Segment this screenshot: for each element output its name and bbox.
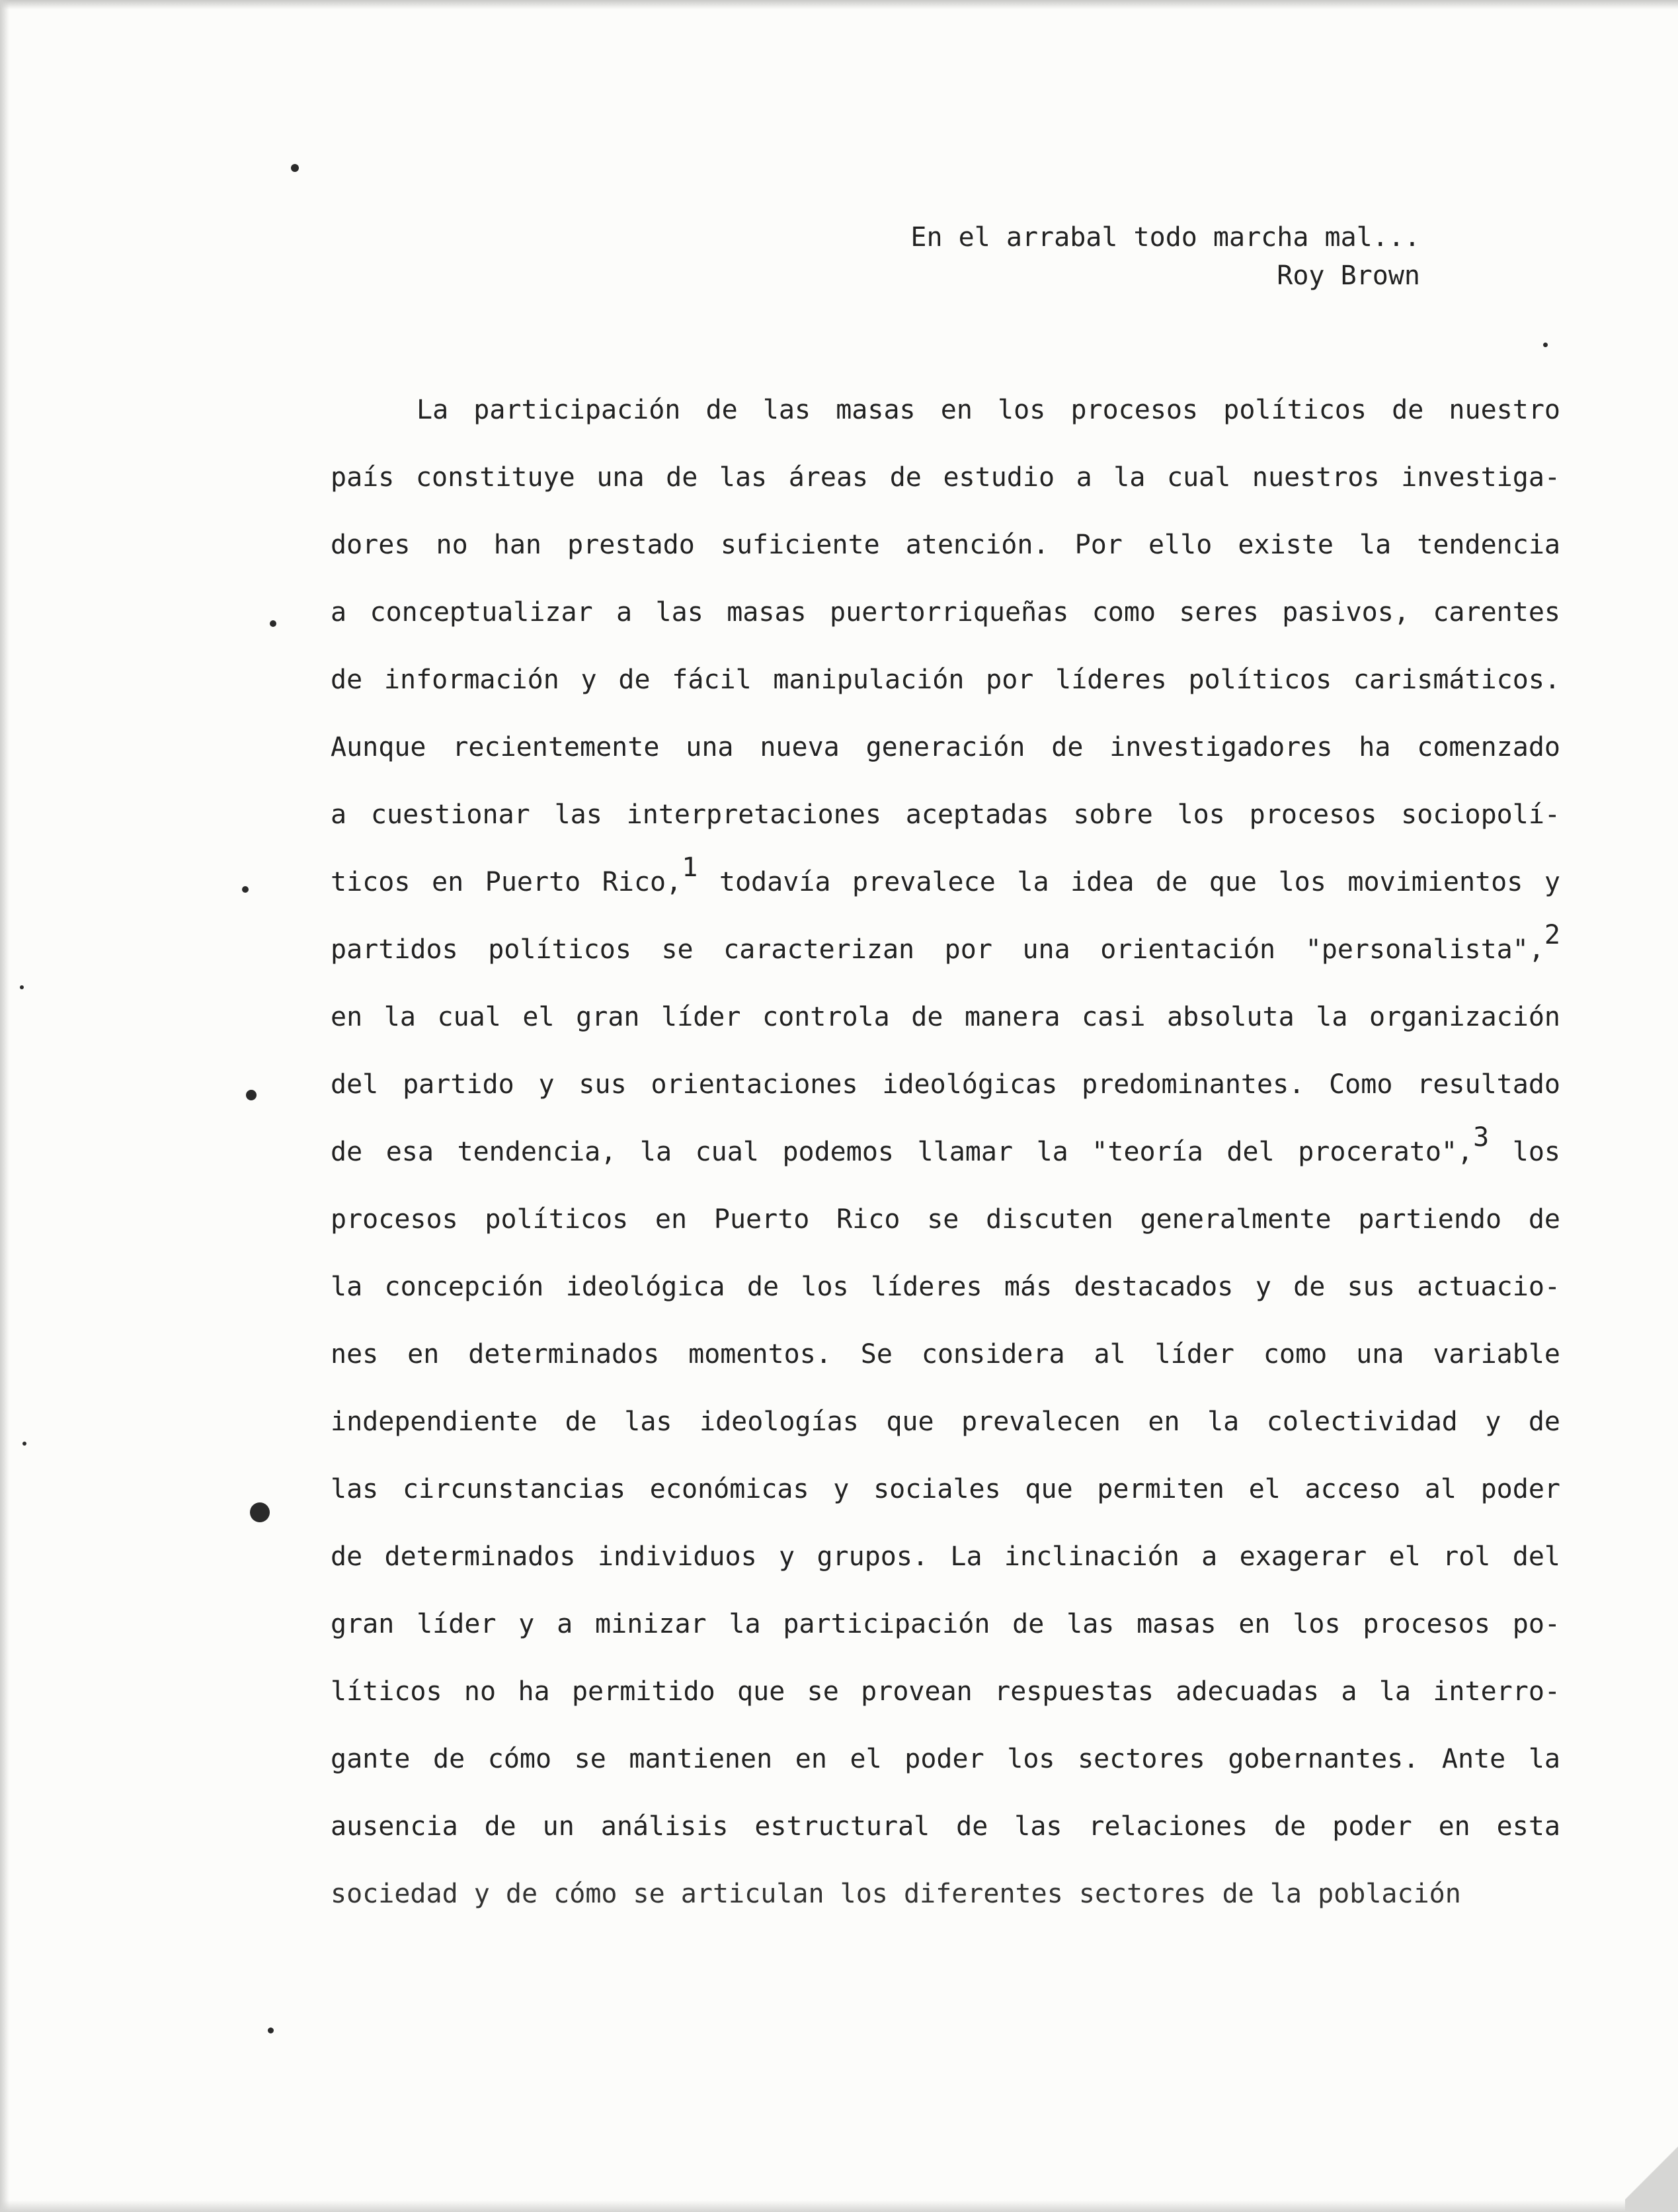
- text-line: [331, 1065, 1560, 1132]
- line-text: gran líder y a minizar la participación de las masas en los procesos po-: [331, 1609, 1560, 1639]
- ink-speck: [242, 886, 249, 893]
- page-corner-fold: [1625, 2133, 1678, 2212]
- text-line: [331, 852, 1560, 930]
- text-line: [331, 1200, 1560, 1267]
- epigraph-author: Roy Brown: [1277, 261, 1420, 291]
- text-line: [331, 1267, 1560, 1334]
- line-text: gante de cómo se mantienen en el poder los sectores gobernantes. Ante la: [331, 1744, 1560, 1774]
- line-text: líticos no ha permitido que se provean respuestas adecuadas a la interro-: [331, 1676, 1560, 1707]
- page-top-edge: [0, 0, 1678, 9]
- text-line: [331, 1334, 1560, 1402]
- text-line: [331, 525, 1560, 593]
- line-text: sociedad y de cómo se articulan los diferentes sectores de la población: [331, 1879, 1461, 1909]
- line-text: La participación de las masas en los procesos políticos de nuestro: [417, 395, 1560, 425]
- text-line: [331, 390, 1560, 458]
- ink-speck: [250, 1502, 270, 1522]
- text-line: [331, 1672, 1560, 1739]
- footnote-marker: 2: [1544, 919, 1560, 950]
- line-text: del partido y sus orientaciones ideológicas predominantes. Como resultado: [331, 1069, 1560, 1100]
- text-line: [331, 1604, 1560, 1672]
- line-text: a cuestionar las interpretaciones aceptadas sobre los procesos sociopolí-: [331, 799, 1560, 830]
- page-bottom-edge: [0, 2200, 1678, 2212]
- epigraph-quote: En el arrabal todo marcha mal...: [910, 222, 1420, 253]
- line-text: ausencia de un análisis estructural de las relaciones de poder en esta: [331, 1811, 1560, 1842]
- ink-speck: [270, 620, 276, 627]
- line-text: Aunque recientemente una nueva generación de investigadores ha comenzado: [331, 732, 1560, 762]
- text-line: [331, 593, 1560, 660]
- line-text: partidos políticos se caracterizan por una orientación "personalista",: [331, 934, 1544, 965]
- text-line: [331, 919, 1560, 997]
- ink-speck: [291, 164, 299, 172]
- line-text: procesos políticos en Puerto Rico se discuten generalmente partiendo de: [331, 1204, 1560, 1235]
- ink-speck: [22, 1442, 26, 1446]
- text-line: [331, 997, 1560, 1065]
- text-line: [331, 1807, 1560, 1874]
- ink-speck: [20, 985, 24, 989]
- footnote-marker: 1: [682, 852, 698, 883]
- ink-speck: [1543, 343, 1548, 347]
- line-text-continued: todavía prevalece la idea de que los movimientos y: [698, 867, 1560, 897]
- text-line: [331, 1402, 1560, 1469]
- ink-speck: [268, 2028, 274, 2033]
- line-text-continued: los: [1489, 1137, 1561, 1167]
- text-line: [331, 1469, 1560, 1537]
- line-text: independiente de las ideologías que prevalecen en la colectividad y de: [331, 1407, 1560, 1437]
- text-line: [331, 727, 1560, 795]
- text-line: [331, 458, 1560, 525]
- text-line: [331, 660, 1560, 727]
- ink-speck: [246, 1090, 257, 1100]
- footnote-marker: 3: [1473, 1122, 1490, 1153]
- line-text: de información y de fácil manipulación por líderes políticos carismáticos.: [331, 665, 1560, 695]
- line-text: nes en determinados momentos. Se considera al líder como una variable: [331, 1339, 1560, 1370]
- line-text: ticos en Puerto Rico,: [331, 867, 682, 897]
- text-line: [331, 1537, 1560, 1604]
- line-text: en la cual el gran líder controla de manera casi absoluta la organización: [331, 1002, 1560, 1032]
- line-text: de esa tendencia, la cual podemos llamar la "teoría del procerato",: [331, 1137, 1474, 1167]
- line-text: las circunstancias económicas y sociales que permiten el acceso al poder: [331, 1474, 1560, 1504]
- page-left-edge: [0, 0, 9, 2212]
- line-text: dores no han prestado suficiente atención. Por ello existe la tendencia: [331, 530, 1560, 560]
- epigraph: [910, 218, 1420, 295]
- line-text: de determinados individuos y grupos. La inclinación a exagerar el rol del: [331, 1541, 1560, 1572]
- line-text: a conceptualizar a las masas puertorriqueñas como seres pasivos, carentes: [331, 597, 1560, 628]
- line-text: país constituye una de las áreas de estudio a la cual nuestros investiga-: [331, 462, 1560, 493]
- text-line: [331, 1739, 1560, 1807]
- text-line: [331, 1874, 1560, 1942]
- text-line: [331, 795, 1560, 862]
- line-text: la concepción ideológica de los líderes más destacados y de sus actuacio-: [331, 1272, 1560, 1302]
- text-line: [331, 1122, 1561, 1200]
- body-paragraph: [331, 390, 1560, 1942]
